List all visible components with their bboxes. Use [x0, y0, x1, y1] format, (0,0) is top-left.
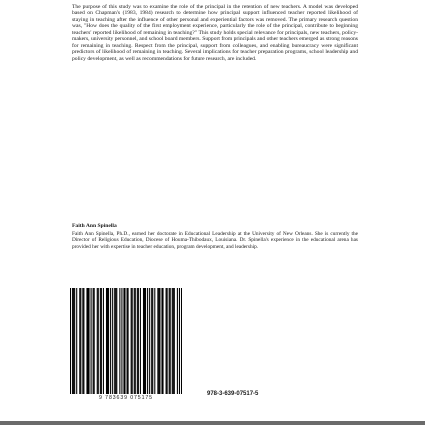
- barcode-bar: [131, 288, 132, 394]
- barcode-bar: [87, 288, 88, 394]
- barcode-bar: [149, 288, 150, 394]
- barcode-bars: [70, 288, 182, 394]
- barcode-bar: [86, 288, 87, 394]
- barcode-bar: [103, 288, 104, 394]
- barcode-bar: [76, 288, 77, 394]
- barcode-bar: [143, 288, 144, 394]
- barcode-bar: [138, 288, 139, 394]
- barcode-bar: [157, 288, 158, 394]
- barcode-bar: [162, 288, 163, 394]
- barcode-bar: [110, 288, 111, 394]
- barcode-bar: [93, 288, 94, 394]
- barcode-bar: [169, 288, 170, 394]
- bottom-rule: [0, 421, 425, 425]
- barcode-bar: [121, 288, 122, 394]
- barcode-bar: [159, 288, 160, 394]
- barcode-bar: [112, 288, 113, 394]
- barcode-bar: [161, 288, 162, 394]
- barcode-bar: [73, 288, 74, 394]
- barcode-bar: [144, 288, 145, 394]
- barcode-bar: [107, 288, 108, 394]
- barcode-bar: [119, 288, 120, 394]
- barcode-bar: [132, 288, 133, 394]
- barcode-bar: [152, 288, 153, 394]
- barcode-bar: [97, 288, 98, 394]
- barcode-bar: [79, 288, 80, 394]
- barcode-bar: [83, 288, 84, 394]
- author-heading: Faith Ann Spinella: [72, 223, 117, 229]
- barcode-bar: [154, 288, 155, 394]
- barcode-bar: [101, 288, 102, 394]
- barcode-bar: [172, 288, 173, 394]
- barcode-digits: 9 783639 075175: [99, 395, 153, 401]
- barcode-bar: [115, 288, 116, 394]
- barcode-bar: [140, 288, 141, 394]
- barcode-bar: [127, 288, 128, 394]
- barcode-bar: [173, 288, 174, 394]
- barcode-bar: [74, 288, 75, 394]
- barcode-bar: [116, 288, 117, 394]
- barcode-bar: [177, 288, 178, 394]
- barcode-bar: [123, 288, 124, 394]
- barcode-bar: [179, 288, 180, 394]
- barcode-bar: [167, 288, 168, 394]
- barcode-bar: [137, 288, 138, 394]
- abstract-paragraph: The purpose of this study was to examine the role of the principal in the retention of new teachers. A model was developed based on Chapman's (1983, 1984) research to determine how principal support influenced teacher reported likelihood of staying in teaching after the influence of other personal and experiential factors was removed. The primary research question was, "How does the quality of the first employment experience, particularly the role of the principal, contribute to beginning teachers' reported likelihood of remaining in teaching?" This study holds special relevance for principals, new teachers, policy-makers, university personnel, and school board members. Support from principals and other teachers emerged as strong reasons for remaining in teaching. Respect from the principal, support from colleagues, and enabling bureaucracy were significant predictors of likelihood of remaining in teaching. Several implications for teacher preparation programs, school leadership and policy development, as well as recommendations for future research, are included.: [72, 4, 358, 62]
- barcode-bar: [108, 288, 109, 394]
- author-bio: Faith Ann Spinella, Ph.D., earned her doctorate in Educational Leadership at the University of New Orleans. She is currently the Director of Religious Education, Diocese of Houma-Thibodaux, Louisiana. Dr. Spinella's experience in the educational arena has provided her with expertise in teacher education, program development, and leadership.: [72, 231, 358, 250]
- isbn-label: 978-3-639-07517-5: [207, 391, 259, 397]
- barcode-bar: [124, 288, 125, 394]
- barcode-bar: [147, 288, 148, 394]
- barcode-bar: [134, 288, 135, 394]
- barcode: [70, 288, 182, 406]
- barcode-bar: [80, 288, 81, 394]
- barcode-bar: [145, 288, 146, 394]
- barcode-bar: [91, 288, 92, 394]
- barcode-bar: [128, 288, 129, 394]
- barcode-bar: [88, 288, 89, 394]
- barcode-bar: [70, 288, 71, 394]
- barcode-bar: [174, 288, 175, 394]
- barcode-bar: [100, 288, 101, 394]
- barcode-bar: [170, 288, 171, 394]
- barcode-bar: [82, 288, 83, 394]
- barcode-bar: [158, 288, 159, 394]
- barcode-bar: [114, 288, 115, 394]
- barcode-bar: [98, 288, 99, 394]
- barcode-bar: [135, 288, 136, 394]
- barcode-bar: [166, 288, 167, 394]
- barcode-bar: [106, 288, 107, 394]
- barcode-bar: [94, 288, 95, 394]
- barcode-bar: [72, 288, 73, 394]
- barcode-bar: [181, 288, 182, 394]
- barcode-bar: [151, 288, 152, 394]
